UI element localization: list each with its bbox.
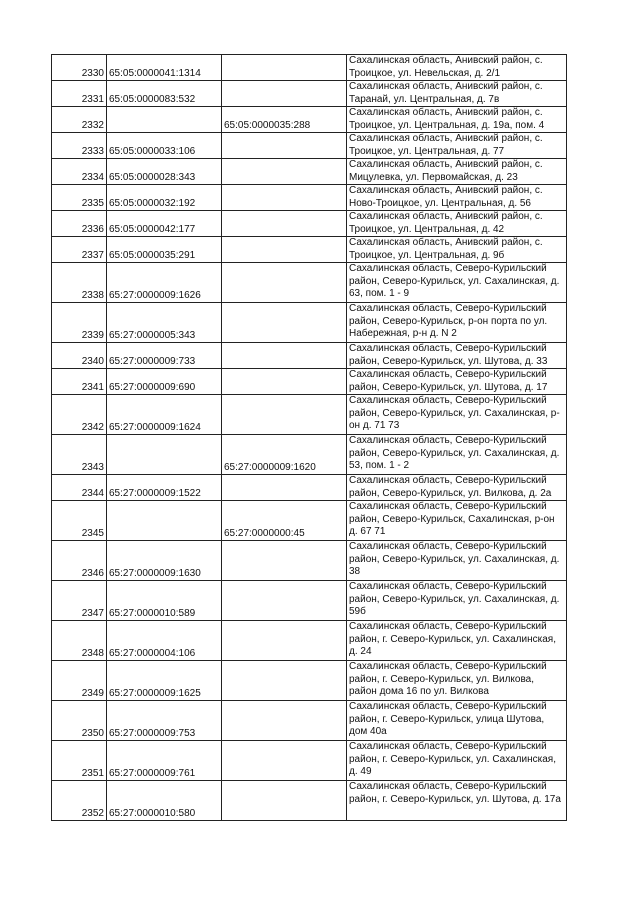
cadastral-number: 65:05:0000032:192 — [107, 185, 222, 211]
cadastral-number-alt — [222, 185, 347, 211]
table-row — [52, 741, 567, 781]
cadastral-number-alt: 65:05:0000035:288 — [222, 107, 347, 133]
row-number: 2349 — [52, 661, 107, 701]
row-number: 2338 — [52, 263, 107, 303]
row-number: 2334 — [52, 159, 107, 185]
cadastral-number-alt — [222, 211, 347, 237]
cadastral-number-alt — [222, 159, 347, 185]
cadastral-number-alt: 65:27:0000000:45 — [222, 501, 347, 541]
cadastral-number: 65:27:0000009:753 — [107, 701, 222, 741]
row-number: 2340 — [52, 343, 107, 369]
address: Сахалинская область, Северо-Курильский район, Северо-Курильск, р-он порта по ул. Набережная, р-н д. N 2 — [347, 303, 567, 343]
address: Сахалинская область, Северо-Курильский район, г. Северо-Курильск, ул. Сахалинская, д. 49 — [347, 741, 567, 781]
table-row — [52, 395, 567, 435]
row-number: 2346 — [52, 541, 107, 581]
table-row — [52, 211, 567, 237]
address: Сахалинская область, Анивский район, с. Троицкое, ул. Центральная, д. 77 — [347, 133, 567, 159]
address: Сахалинская область, Северо-Курильский район, Северо-Курильск, ул. Сахалинская, д. 59б — [347, 581, 567, 621]
table-row — [52, 107, 567, 133]
table-body — [52, 55, 567, 821]
row-number: 2348 — [52, 621, 107, 661]
row-number: 2347 — [52, 581, 107, 621]
table-row — [52, 159, 567, 185]
cadastral-number — [107, 501, 222, 541]
address: Сахалинская область, Северо-Курильский район, Северо-Курильск, ул. Сахалинская, д. 38 — [347, 541, 567, 581]
address: Сахалинская область, Анивский район, с. Троицкое, ул. Невельская, д. 2/1 — [347, 55, 567, 81]
address: Сахалинская область, Северо-Курильский район, Северо-Курильск, ул. Сахалинская, р-он д. 71 73 — [347, 395, 567, 435]
cadastral-number: 65:05:0000028:343 — [107, 159, 222, 185]
table-row — [52, 263, 567, 303]
cadastral-number-alt — [222, 81, 347, 107]
table-row — [52, 133, 567, 159]
address: Сахалинская область, Северо-Курильский район, г. Северо-Курильск, ул. Шутова, д. 17а — [347, 781, 567, 821]
cadastral-number — [107, 107, 222, 133]
cadastral-number: 65:05:0000083:532 — [107, 81, 222, 107]
cadastral-number: 65:05:0000042:177 — [107, 211, 222, 237]
cadastral-number-alt — [222, 581, 347, 621]
cadastral-number: 65:05:0000033:106 — [107, 133, 222, 159]
row-number: 2341 — [52, 369, 107, 395]
row-number: 2351 — [52, 741, 107, 781]
cadastral-number-alt — [222, 701, 347, 741]
cadastral-number-alt — [222, 55, 347, 81]
cadastral-number — [107, 435, 222, 475]
cadastral-number-alt: 65:27:0000009:1620 — [222, 435, 347, 475]
row-number: 2335 — [52, 185, 107, 211]
address: Сахалинская область, Северо-Курильский район, г. Северо-Курильск, ул. Вилкова, район дома 16 по ул. Вилкова — [347, 661, 567, 701]
cadastral-number-alt — [222, 369, 347, 395]
table-row — [52, 343, 567, 369]
row-number: 2345 — [52, 501, 107, 541]
table-row — [52, 581, 567, 621]
cadastral-number: 65:27:0000009:1624 — [107, 395, 222, 435]
cadastral-number-alt — [222, 475, 347, 501]
cadastral-number: 65:27:0000004:106 — [107, 621, 222, 661]
address: Сахалинская область, Северо-Курильский район, г. Северо-Курильск, улица Шутова, дом 40а — [347, 701, 567, 741]
table-row — [52, 475, 567, 501]
cadastral-number: 65:27:0000010:589 — [107, 581, 222, 621]
cadastral-number-alt — [222, 263, 347, 303]
cadastral-number: 65:27:0000009:733 — [107, 343, 222, 369]
address: Сахалинская область, Анивский район, с. Троицкое, ул. Центральная, д. 19а, пом. 4 — [347, 107, 567, 133]
address: Сахалинская область, Анивский район, с. Троицкое, ул. Центральная, д. 42 — [347, 211, 567, 237]
row-number: 2342 — [52, 395, 107, 435]
table-row — [52, 303, 567, 343]
cadastral-number: 65:27:0000009:1626 — [107, 263, 222, 303]
table-row — [52, 435, 567, 475]
table-row — [52, 621, 567, 661]
address: Сахалинская область, Северо-Курильский район, Северо-Курильск, Сахалинская, р-он д. 67 71 — [347, 501, 567, 541]
table-row — [52, 237, 567, 263]
row-number: 2330 — [52, 55, 107, 81]
cadastral-number: 65:27:0000009:1625 — [107, 661, 222, 701]
cadastral-number: 65:27:0000009:1630 — [107, 541, 222, 581]
cadastral-number: 65:27:0000005:343 — [107, 303, 222, 343]
cadastral-number: 65:05:0000035:291 — [107, 237, 222, 263]
cadastral-number-alt — [222, 661, 347, 701]
cadastral-number: 65:05:0000041:1314 — [107, 55, 222, 81]
address: Сахалинская область, Северо-Курильский район, Северо-Курильск, ул. Шутова, д. 17 — [347, 369, 567, 395]
address: Сахалинская область, Анивский район, с. Троицкое, ул. Центральная, д. 9б — [347, 237, 567, 263]
address: Сахалинская область, Северо-Курильский район, Северо-Курильск, ул. Шутова, д. 33 — [347, 343, 567, 369]
row-number: 2337 — [52, 237, 107, 263]
row-number: 2339 — [52, 303, 107, 343]
row-number: 2344 — [52, 475, 107, 501]
address: Сахалинская область, Северо-Курильский район, Северо-Курильск, ул. Сахалинская, д. 63, пом. 1 - 9 — [347, 263, 567, 303]
table-row — [52, 661, 567, 701]
address: Сахалинская область, Северо-Курильский район, г. Северо-Курильск, ул. Сахалинская, д. 24 — [347, 621, 567, 661]
table-row — [52, 185, 567, 211]
row-number: 2350 — [52, 701, 107, 741]
cadastral-number: 65:27:0000009:1522 — [107, 475, 222, 501]
cadastral-number: 65:27:0000009:690 — [107, 369, 222, 395]
cadastral-number-alt — [222, 303, 347, 343]
address: Сахалинская область, Анивский район, с. Мицулевка, ул. Первомайская, д. 23 — [347, 159, 567, 185]
cadastral-number: 65:27:0000010:580 — [107, 781, 222, 821]
table-row — [52, 55, 567, 81]
row-number: 2331 — [52, 81, 107, 107]
cadastral-number-alt — [222, 541, 347, 581]
row-number: 2333 — [52, 133, 107, 159]
address: Сахалинская область, Анивский район, с. Таранай, ул. Центральная, д. 7в — [347, 81, 567, 107]
address: Сахалинская область, Северо-Курильский район, Северо-Курильск, ул. Сахалинская, д. 53, пом. 1 - 2 — [347, 435, 567, 475]
table-row — [52, 541, 567, 581]
cadastral-number-alt — [222, 133, 347, 159]
address: Сахалинская область, Северо-Курильский район, Северо-Курильск, ул. Вилкова, д. 2а — [347, 475, 567, 501]
row-number: 2343 — [52, 435, 107, 475]
row-number: 2352 — [52, 781, 107, 821]
cadastral-number-alt — [222, 395, 347, 435]
table-row — [52, 701, 567, 741]
row-number: 2332 — [52, 107, 107, 133]
cadastral-number-alt — [222, 621, 347, 661]
table-row — [52, 781, 567, 821]
cadastral-number-alt — [222, 781, 347, 821]
table-row — [52, 81, 567, 107]
cadastral-number: 65:27:0000009:761 — [107, 741, 222, 781]
property-register-table — [51, 54, 567, 821]
table-row — [52, 501, 567, 541]
cadastral-number-alt — [222, 741, 347, 781]
cadastral-number-alt — [222, 343, 347, 369]
row-number: 2336 — [52, 211, 107, 237]
table-row — [52, 369, 567, 395]
cadastral-number-alt — [222, 237, 347, 263]
address: Сахалинская область, Анивский район, с. Ново-Троицкое, ул. Центральная, д. 56 — [347, 185, 567, 211]
